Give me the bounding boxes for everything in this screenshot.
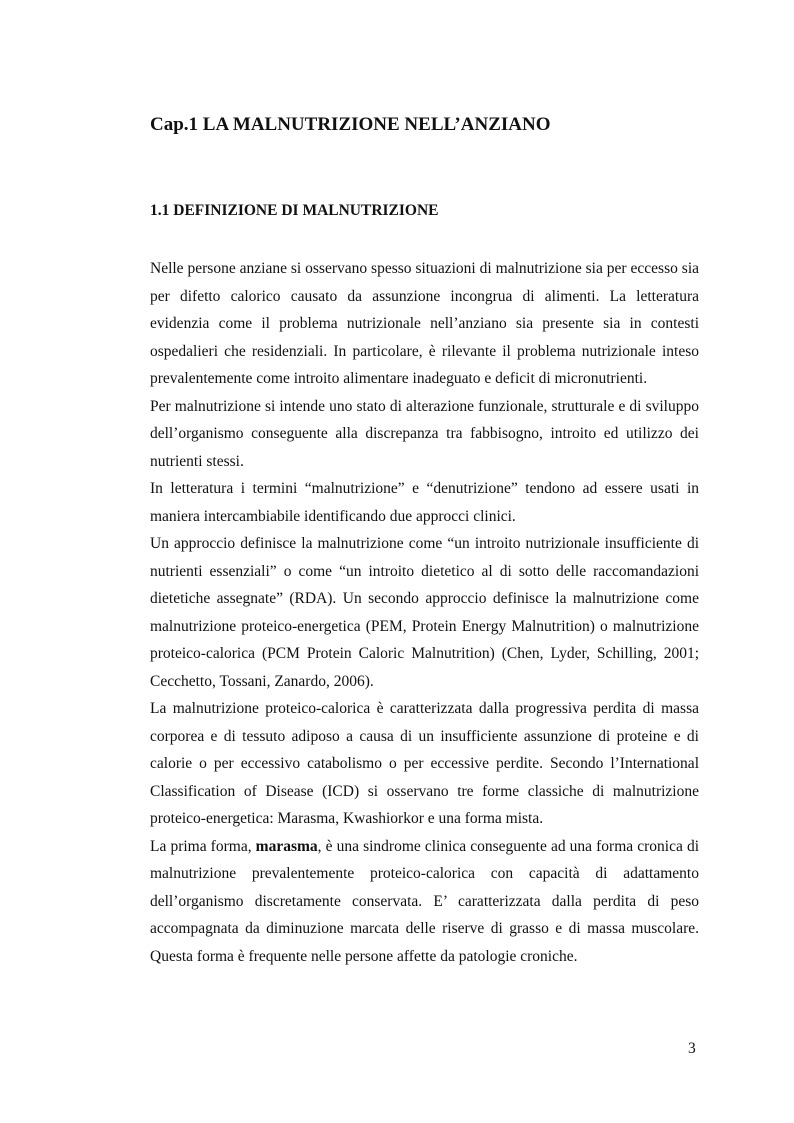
marasma-term: marasma [255, 837, 318, 855]
chapter-title: Cap.1 LA MALNUTRIZIONE NELL’ANZIANO [150, 114, 551, 135]
paragraph-pcm: La malnutrizione proteico-calorica è caratterizzata dalla progressiva perdita di massa corporea e di tessuto adiposo a causa di un insufficiente assunzione di proteine e di calorie o per eccessivo catabolismo o per eccessive perdite. Secondo l’International Classification of Disease (ICD) si osservano tre forme classiche di malnutrizione proteico-energetica: Marasma, Kwashiorkor e una forma mista. [150, 700, 699, 827]
paragraph-terminology: In letteratura i termini “malnutrizione” e “denutrizione” tendono ad essere usati in maniera intercambiabile identificando due approcci clinici. [150, 480, 699, 525]
paragraph-definition: Per malnutrizione si intende uno stato di alterazione funzionale, strutturale e di sviluppo dell’organismo conseguente alla discrepanza tra fabbisogno, introito ed utilizzo dei nutrienti stessi. [150, 397, 699, 470]
page-number: 3 [688, 1040, 696, 1057]
paragraph-marasma-rest: , è una sindrome clinica conseguente ad una forma cronica di malnutrizione prevalentemente proteico-calorica con capacità di adattamento dell’organismo discretamente conservata. E’ caratterizzata dalla perdita di peso accompagnata da diminuzione marcata delle riserve di grasso e di massa muscolare. Questa forma è frequente nelle persone affette da patologie croniche. [150, 837, 700, 965]
paragraph-marasma-lead: La prima forma, [150, 837, 256, 855]
paragraph-approaches: Un approccio definisce la malnutrizione come “un introito nutrizionale insufficiente di nutrienti essenziali” o come “un introito dietetico al di sotto delle raccomandazioni dietetiche assegnate” (RDA). Un secondo approccio definisce la malnutrizione come malnutrizione proteico-energetica (PEM, Protein Energy Malnutrition) o malnutrizione proteico-calorica (PCM Protein Caloric Malnutrition) (Chen, Lyder, Schilling, 2001; Cecchetto, Tossani, Zanardo, 2006). [150, 535, 699, 690]
body-text [150, 255, 699, 970]
paragraph-marasma [150, 833, 699, 971]
section-title: 1.1 DEFINIZIONE DI MALNUTRIZIONE [150, 202, 439, 219]
paragraph-intro: Nelle persone anziane si osservano spesso situazioni di malnutrizione sia per eccesso sia per difetto calorico causato da assunzione incongrua di alimenti. La letteratura evidenzia come il problema nutrizionale nell’anziano sia presente sia in contesti ospedalieri che residenziali. In particolare, è rilevante il problema nutrizionale inteso prevalentemente come introito alimentare inadeguato e deficit di micronutrienti. [150, 260, 699, 387]
